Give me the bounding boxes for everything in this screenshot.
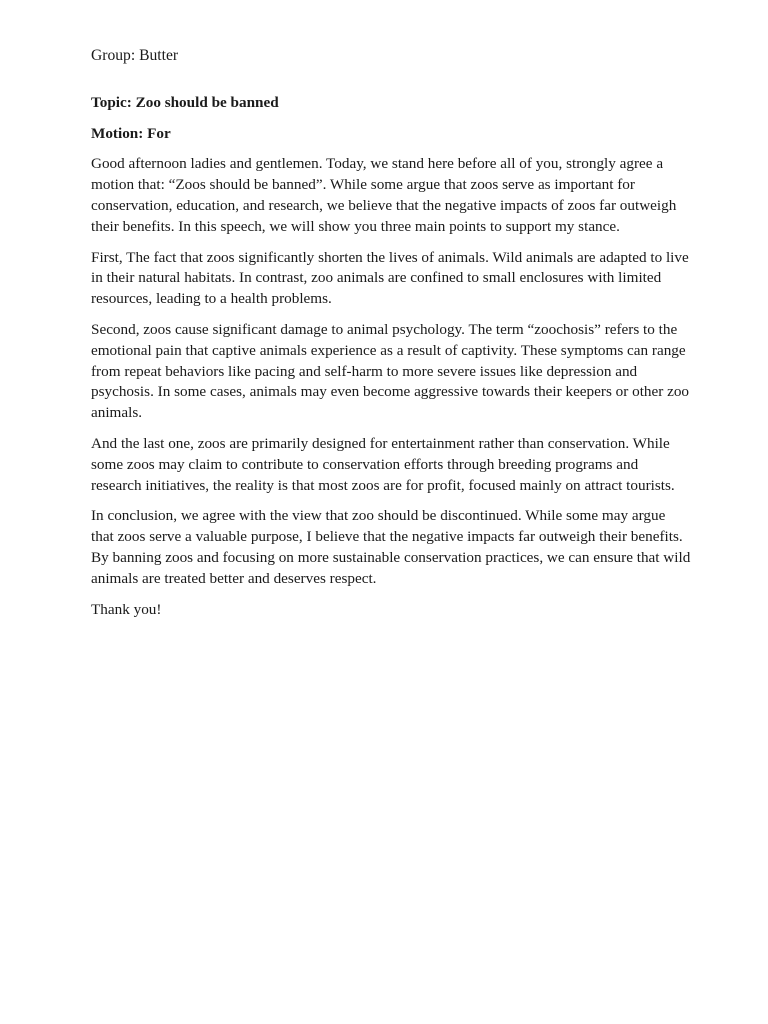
paragraph-second-point: Second, zoos cause significant damage to animal psychology. The term “zoochosis” refers to the emotional pain that captive animals experience as a result of captivity. These symptoms can range from repeat behaviors like pacing and self-harm to more severe issues like depression and psychosis. In some cases, animals may even become aggressive towards their keepers or other zoo animals.: [91, 320, 690, 422]
paragraph-conclusion: In conclusion, we agree with the view that zoo should be discontinued. While some may argue that zoos serve a valuable purpose, I believe that the negative impacts far outweigh their benefits. By banning zoos and focusing on more sustainable conservation practices, we can ensure that wild animals are treated better and deserves respect.: [91, 507, 691, 587]
paragraph-introduction: Good afternoon ladies and gentlemen. Today, we stand here before all of you, strongly agree a motion that: “Zoos should be banned”. While some argue that zoos serve as important for conservation, education, and research, we believe that the negative impacts of zoos far outweigh their benefits. In this speech, we will show you three main points to support my stance.: [91, 155, 677, 235]
closing-line: Thank you!: [91, 600, 162, 618]
group-line: Group: Butter: [91, 47, 179, 64]
topic-heading: Topic: Zoo should be banned: [91, 93, 279, 111]
motion-heading: Motion: For: [91, 124, 171, 142]
document-body: [91, 46, 691, 620]
paragraph-first-point: First, The fact that zoos significantly shorten the lives of animals. Wild animals are adapted to live in their natural habitats. In contrast, zoo animals are confined to small enclosures with limited resources, leading to a health problems.: [91, 248, 689, 308]
paragraph-third-point: And the last one, zoos are primarily designed for entertainment rather than conservation. While some zoos may claim to contribute to conservation efforts through breeding programs and research initiatives, the reality is that most zoos are for profit, focused mainly on attract tourists.: [91, 434, 675, 494]
